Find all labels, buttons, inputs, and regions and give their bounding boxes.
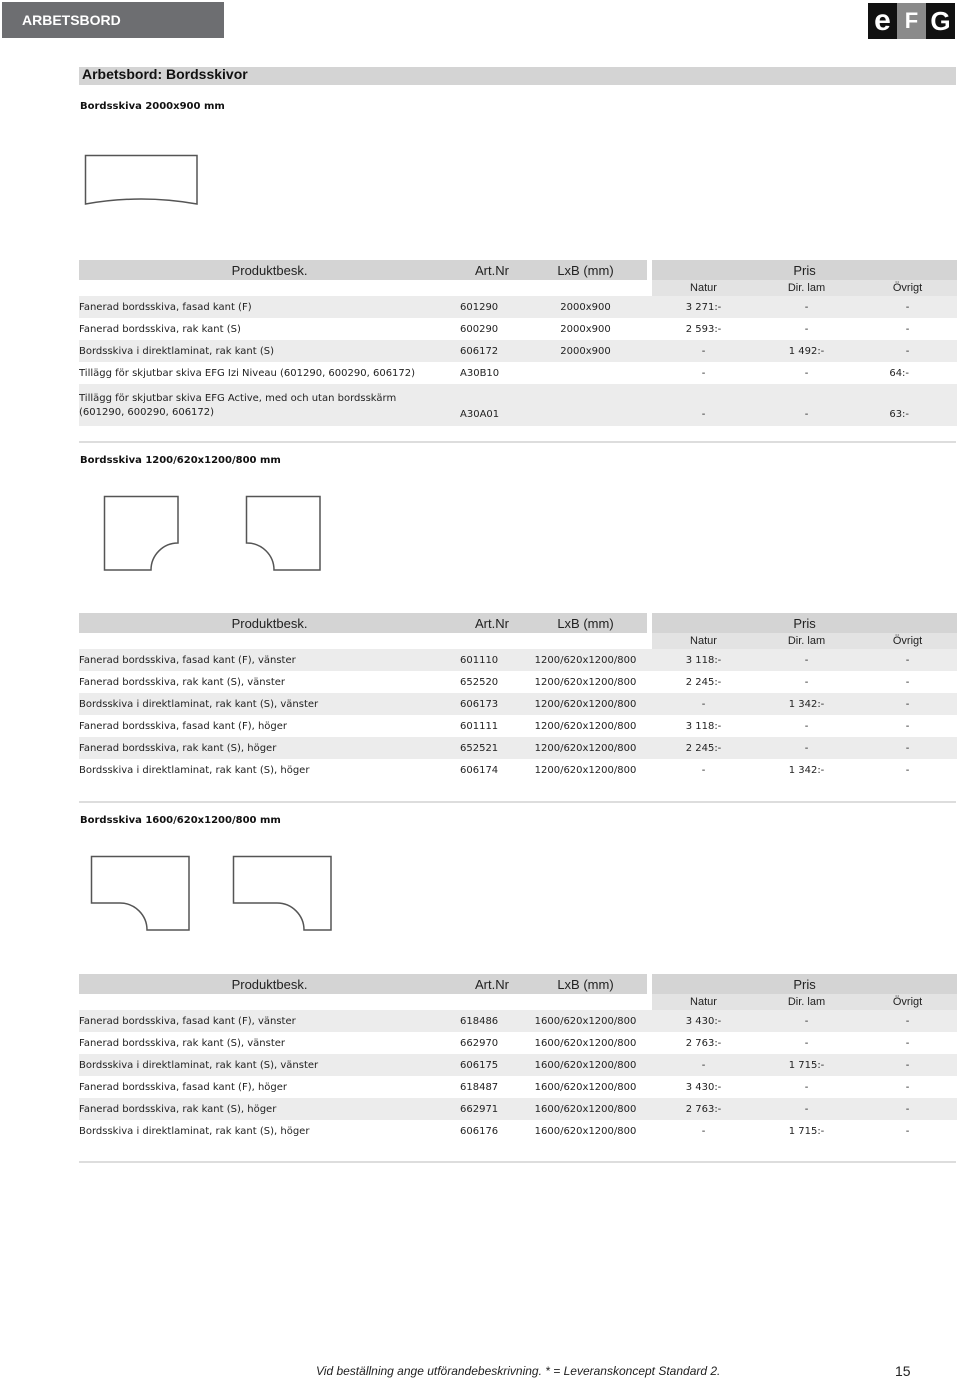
price-table-1600 [79, 974, 957, 1142]
row-dirlam: - [755, 1010, 858, 1032]
row-desc: Fanerad bordsskiva, rak kant (S), vänster [79, 676, 286, 688]
row-artnr: 601111 [460, 720, 499, 732]
row-natur: 2 245:- [685, 676, 722, 688]
header-natur: Natur [652, 633, 755, 649]
efg-logo [868, 3, 955, 39]
row-desc: Bordsskiva i direktlaminat, rak kant (S), vänster [79, 693, 460, 715]
row-dirlam: 1 342:- [788, 764, 825, 776]
page-number: 15 [895, 1363, 911, 1379]
header-dir-lam: Dir. lam [755, 994, 858, 1010]
table-row [79, 759, 957, 781]
logo-letter-g: G [926, 3, 955, 39]
page-title: Arbetsbord: Bordsskivor [82, 66, 248, 82]
logo-letter-f: F [897, 3, 926, 39]
tabletop-drawing-left [103, 495, 181, 573]
row-ovrigt: - [858, 649, 957, 671]
row-artnr: 606173 [460, 693, 524, 715]
row-lxb: 1600/620x1200/800 [534, 1081, 637, 1093]
row-ovrigt: 64:- [889, 367, 910, 379]
row-artnr: 601290 [460, 296, 524, 318]
header-pris: Pris [652, 974, 957, 994]
row-lxb: 1200/620x1200/800 [524, 649, 647, 671]
tabletop-drawing-right [232, 855, 334, 933]
header-ovrigt: Övrigt [858, 633, 957, 649]
row-desc: Fanerad bordsskiva, fasad kant (F), vänster [79, 1010, 460, 1032]
row-artnr: 652520 [460, 676, 499, 688]
row-ovrigt: - [858, 296, 957, 318]
row-ovrigt: - [858, 737, 957, 759]
section-tab-label: ARBETSBORD [22, 12, 121, 28]
header-ovrigt: Övrigt [858, 280, 957, 296]
row-ovrigt: - [905, 676, 910, 688]
row-dirlam: - [755, 1098, 858, 1120]
row-lxb [524, 362, 647, 384]
table-row [79, 1120, 957, 1142]
row-lxb: 2000x900 [524, 296, 647, 318]
row-desc: Fanerad bordsskiva, rak kant (S) [79, 323, 241, 335]
row-natur: 3 430:- [685, 1081, 722, 1093]
row-ovrigt: - [858, 340, 957, 362]
header-artnr: Art.Nr [460, 974, 524, 994]
row-lxb: 1200/620x1200/800 [534, 676, 637, 688]
row-artnr: 618486 [460, 1010, 524, 1032]
header-pris: Pris [652, 260, 957, 280]
header-produktbesk: Produktbesk. [79, 613, 460, 633]
header-natur: Natur [652, 280, 755, 296]
row-natur: - [652, 340, 755, 362]
row-ovrigt: - [858, 1010, 957, 1032]
row-ovrigt: - [905, 1125, 910, 1137]
table-row [79, 362, 957, 384]
row-lxb: 1200/620x1200/800 [534, 764, 637, 776]
table-row [79, 649, 957, 671]
row-artnr: A30A01 [460, 384, 524, 426]
table-row [79, 737, 957, 759]
divider [79, 1161, 956, 1163]
price-table-1200 [79, 613, 957, 781]
table-row [79, 1076, 957, 1098]
row-natur: - [701, 764, 706, 776]
row-lxb: 1600/620x1200/800 [524, 1054, 647, 1076]
row-natur: 3 118:- [685, 720, 722, 732]
row-ovrigt: - [905, 1081, 910, 1093]
row-dirlam: - [804, 367, 809, 379]
header-natur: Natur [652, 994, 755, 1010]
row-artnr: 606174 [460, 764, 499, 776]
row-artnr: 618487 [460, 1081, 499, 1093]
header-lxb: LxB (mm) [524, 974, 647, 994]
row-dirlam: 1 715:- [788, 1125, 825, 1137]
row-dirlam: - [804, 676, 809, 688]
table-row [79, 1010, 957, 1032]
tabletop-drawing-2000x900 [84, 154, 200, 208]
row-ovrigt: - [858, 1098, 957, 1120]
row-desc: Tillägg för skjutbar skiva EFG Active, med och utan bordsskärm (601290, 600290, 606172) [79, 384, 460, 426]
row-desc: Tillägg för skjutbar skiva EFG Izi Niveau (601290, 600290, 606172) [79, 367, 416, 379]
row-dirlam: - [755, 737, 858, 759]
row-lxb: 1600/620x1200/800 [534, 1125, 637, 1137]
row-artnr: 662971 [460, 1098, 524, 1120]
header-artnr: Art.Nr [460, 613, 524, 633]
row-natur: - [701, 1125, 706, 1137]
row-ovrigt: - [905, 1037, 910, 1049]
row-desc: Fanerad bordsskiva, rak kant (S), höger [79, 737, 460, 759]
row-artnr: 652521 [460, 737, 524, 759]
row-desc: Fanerad bordsskiva, fasad kant (F), höger [79, 720, 288, 732]
footer-note: Vid beställning ange utförandebeskrivning. * = Leveranskoncept Standard 2. [316, 1364, 721, 1378]
row-dirlam: - [804, 1037, 809, 1049]
row-dirlam: - [755, 296, 858, 318]
row-lxb: 1600/620x1200/800 [524, 1010, 647, 1032]
row-desc: Fanerad bordsskiva, fasad kant (F), höger [79, 1081, 288, 1093]
header-produktbesk: Produktbesk. [79, 974, 460, 994]
header-produktbesk: Produktbesk. [79, 260, 460, 280]
row-artnr: 662970 [460, 1037, 499, 1049]
table-row [79, 715, 957, 737]
row-ovrigt: 63:- [858, 384, 957, 426]
table-row [79, 318, 957, 340]
row-desc: Bordsskiva i direktlaminat, rak kant (S) [79, 340, 460, 362]
row-artnr: 606172 [460, 340, 524, 362]
header-lxb: LxB (mm) [524, 260, 647, 280]
row-natur: 2 245:- [652, 737, 755, 759]
row-ovrigt: - [858, 693, 957, 715]
row-desc: Bordsskiva i direktlaminat, rak kant (S), höger [79, 1125, 310, 1137]
row-desc: Bordsskiva i direktlaminat, rak kant (S), vänster [79, 1054, 460, 1076]
row-natur: - [652, 693, 755, 715]
header-artnr: Art.Nr [460, 260, 524, 280]
row-natur: - [652, 1054, 755, 1076]
tabletop-drawing-left [90, 855, 192, 933]
row-desc: Fanerad bordsskiva, fasad kant (F), vänster [79, 649, 460, 671]
row-natur: 3 430:- [652, 1010, 755, 1032]
row-lxb: 1200/620x1200/800 [524, 693, 647, 715]
row-ovrigt: - [905, 764, 910, 776]
section-tab [2, 2, 224, 38]
row-artnr: 601110 [460, 649, 524, 671]
table-row [79, 384, 957, 426]
header-ovrigt: Övrigt [858, 994, 957, 1010]
tabletop-drawing-right [245, 495, 323, 573]
row-lxb: 2000x900 [524, 340, 647, 362]
row-natur: 2 763:- [652, 1098, 755, 1120]
table-row [79, 1032, 957, 1054]
row-ovrigt: - [905, 720, 910, 732]
logo-letter-e: e [868, 3, 897, 39]
row-dirlam: - [804, 720, 809, 732]
table-row [79, 296, 957, 318]
row-desc: Fanerad bordsskiva, rak kant (S), vänster [79, 1037, 286, 1049]
row-dirlam: - [804, 1081, 809, 1093]
row-dirlam: - [804, 323, 809, 335]
table-row [79, 1098, 957, 1120]
section-title: Bordsskiva 1600/620x1200/800 mm [80, 815, 281, 826]
row-dirlam: - [755, 649, 858, 671]
header-dir-lam: Dir. lam [755, 280, 858, 296]
row-artnr: 606176 [460, 1125, 499, 1137]
row-natur: - [652, 384, 755, 426]
section-title: Bordsskiva 2000x900 mm [80, 101, 225, 112]
table-row [79, 693, 957, 715]
row-lxb: 1200/620x1200/800 [524, 737, 647, 759]
row-dirlam: 1 342:- [755, 693, 858, 715]
row-natur: 2 763:- [685, 1037, 722, 1049]
row-natur: 3 271:- [652, 296, 755, 318]
row-desc: Fanerad bordsskiva, fasad kant (F) [79, 296, 460, 318]
table-row [79, 340, 957, 362]
table-row [79, 1054, 957, 1076]
row-dirlam: - [755, 384, 858, 426]
table-row [79, 671, 957, 693]
row-lxb: 1200/620x1200/800 [534, 720, 637, 732]
section-title: Bordsskiva 1200/620x1200/800 mm [80, 455, 281, 466]
row-artnr: A30B10 [460, 367, 500, 379]
row-natur: - [701, 367, 706, 379]
row-lxb: 2000x900 [560, 323, 611, 335]
row-lxb [524, 384, 647, 426]
header-pris: Pris [652, 613, 957, 633]
row-natur: 2 593:- [685, 323, 722, 335]
row-ovrigt: - [858, 1054, 957, 1076]
row-dirlam: 1 715:- [755, 1054, 858, 1076]
row-artnr: 606175 [460, 1054, 524, 1076]
row-natur: 3 118:- [652, 649, 755, 671]
divider [79, 801, 956, 803]
divider [79, 441, 956, 443]
header-dir-lam: Dir. lam [755, 633, 858, 649]
row-desc: Bordsskiva i direktlaminat, rak kant (S), höger [79, 764, 310, 776]
row-lxb: 1600/620x1200/800 [524, 1098, 647, 1120]
price-table-2000x900 [79, 260, 957, 426]
row-dirlam: 1 492:- [755, 340, 858, 362]
row-ovrigt: - [905, 323, 910, 335]
row-artnr: 600290 [460, 323, 499, 335]
header-lxb: LxB (mm) [524, 613, 647, 633]
row-lxb: 1600/620x1200/800 [534, 1037, 637, 1049]
row-desc: Fanerad bordsskiva, rak kant (S), höger [79, 1098, 460, 1120]
